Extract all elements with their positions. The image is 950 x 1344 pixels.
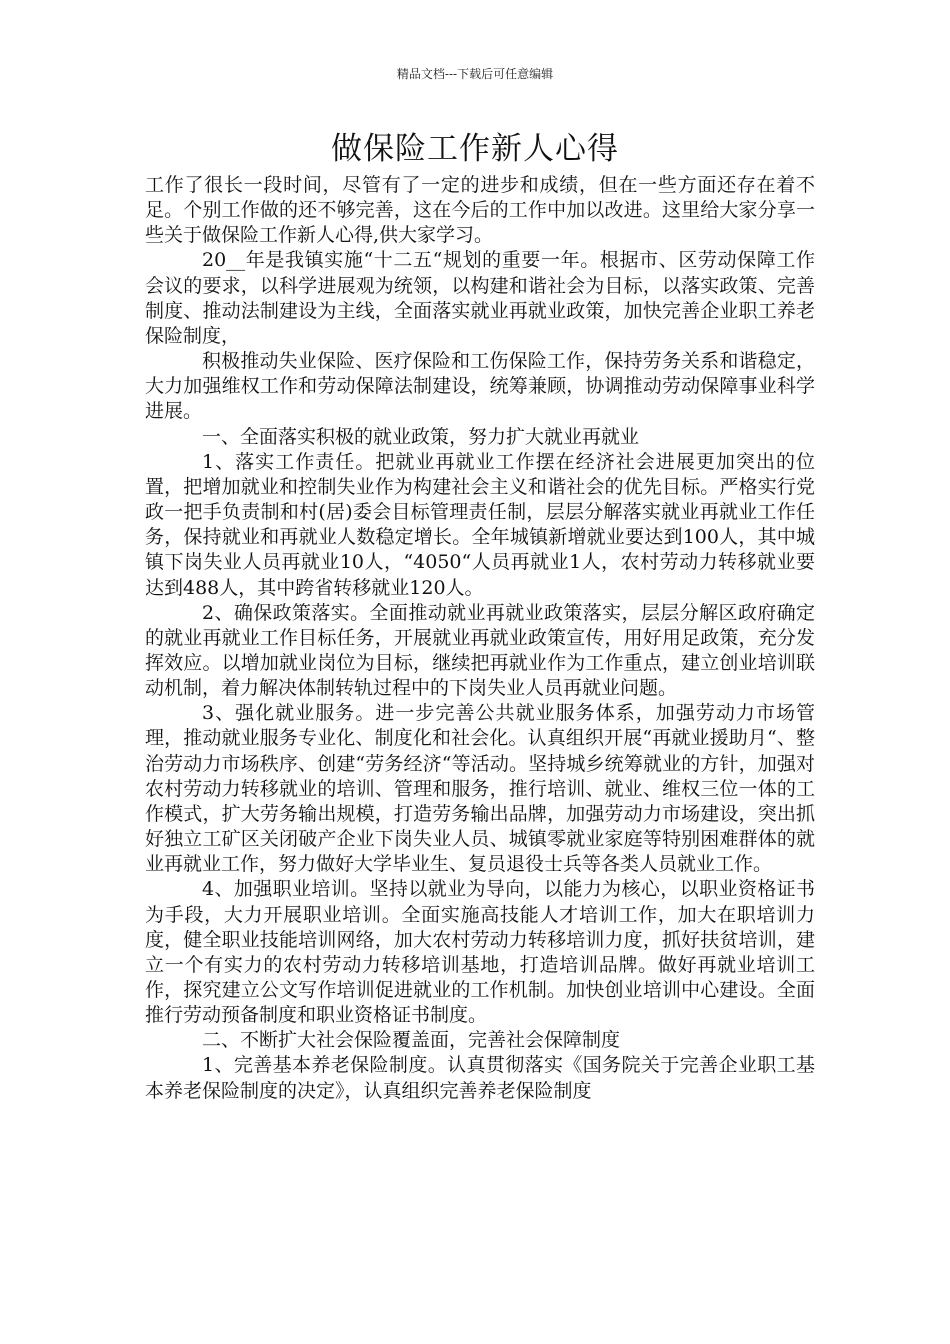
body-paragraph: 积极推动失业保险、医疗保险和工伤保险工作，保持劳务关系和谐稳定，大力加强维权工作和劳动保障法制建设，统筹兼顾，协调推动劳动保障事业科学进展。 [145,350,815,423]
document-title: 做保险工作新人心得 [331,131,619,167]
body-paragraph: 1、落实工作责任。把就业再就业工作摆在经济社会进展更加突出的位置，把增加就业和控制失业作为构建社会主义和谐社会的优先目标。严格实行党政一把手负责制和村(居)委会目标管理责任制，层层分解落实就业再就业工作任务，保持就业和再就业人数稳定增长。全年城镇新增就业要达到100人，其中城镇下岗失业人员再就业10人，“4050“人员再就业1人，农村劳动力转移就业要达到488人，其中跨省转移就业120人。 [145,450,815,599]
body-paragraph: 4、加强职业培训。坚持以就业为导向，以能力为核心，以职业资格证书为手段，大力开展职业培训。全面实施高技能人才培训工作，加大在职培训力度，健全职业技能培训网络，加大农村劳动力转移培训力度，抓好扶贫培训，建立一个有实力的农村劳动力转移培训基地，打造培训品牌。做好再就业培训工作，探究建立公文写作培训促进就业的工作机制。加快创业培训中心建设。全面推行劳动预备制度和职业资格证书制度。 [145,878,815,1027]
body-paragraph: 1、完善基本养老保险制度。认真贯彻落实《国务院关于完善企业职工基本养老保险制度的决定》，认真组织完善养老保险制度 [145,1054,815,1102]
body-paragraph: 20__年是我镇实施“十二五“规划的重要一年。根据市、区劳动保障工作会议的要求，以科学进展观为统领，以构建和谐社会为目标，以落实政策、完善制度、推动法制建设为主线，全面落实就业再就业政策，加快完善企业职工养老保险制度， [145,249,815,347]
section-heading: 一、全面落实积极的就业政策，努力扩大就业再就业 [202,425,640,448]
document-body [145,173,815,1104]
section-heading: 二、不断扩大社会保险覆盖面，完善社会保障制度 [202,1029,621,1052]
page-header: 精品文档---下载后可任意编辑 [396,67,554,81]
body-paragraph: 2、确保政策落实。全面推动就业再就业政策落实，层层分解区政府确定的就业再就业工作目标任务，开展就业再就业政策宣传，用好用足政策，充分发挥效应。以增加就业岗位为目标，继续把再就业作为工作重点，建立创业培训联动机制，着力解决体制转轨过程中的下岗失业人员再就业问题。 [145,601,815,700]
intro-paragraph: 工作了很长一段时间，尽管有了一定的进步和成绩，但在一些方面还存在着不足。个别工作做的还不够完善，这在今后的工作中加以改进。这里给大家分享一些关于做保险工作新人心得,供大家学习。 [145,174,815,247]
body-paragraph: 3、强化就业服务。进一步完善公共就业服务体系，加强劳动力市场管理，推动就业服务专业化、制度化和社会化。认真组织开展“再就业援助月“、整治劳动力市场秩序、创建“劳务经济“等活动。坚持城乡统筹就业的方针，加强对农村劳动力转移就业的培训、管理和服务，推行培训、就业、维权三位一体的工作模式，扩大劳务输出规模，打造劳务输出品牌，加强劳动力市场建设，突出抓好独立工矿区关闭破产企业下岗失业人员、城镇零就业家庭等特别困难群体的就业再就业工作，努力做好大学毕业生、复员退役士兵等各类人员就业工作。 [145,702,815,876]
